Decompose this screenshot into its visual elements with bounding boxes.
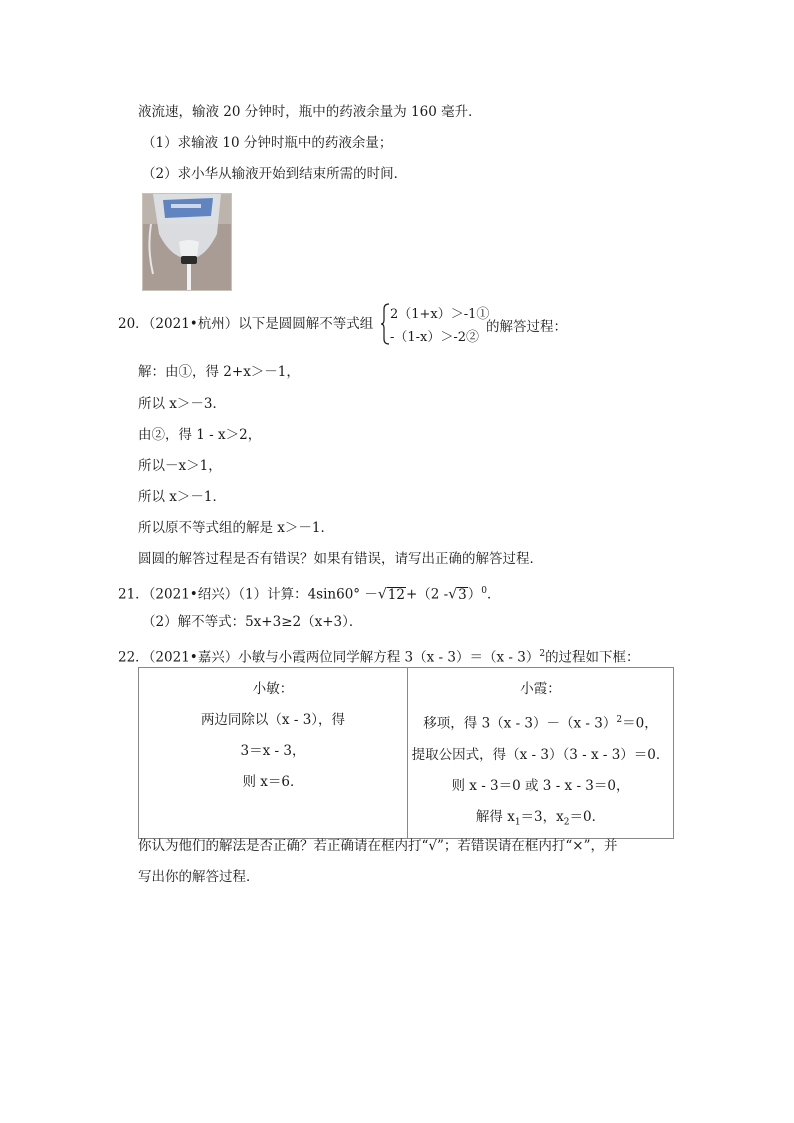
- q20-lead: 20．（2021•杭州）以下是圆圆解不等式组: [118, 316, 374, 332]
- q20-step: 所以 x＞－3．: [138, 396, 226, 412]
- q19-text-line: 液流速，输液 20 分钟时，瓶中的药液余量为 160 毫升．: [138, 104, 482, 120]
- q20-step: 所以原不等式组的解是 x＞－1．: [138, 520, 334, 536]
- iv-bottle-photo: [142, 193, 232, 291]
- xiaoxia-line-3: 则 x - 3＝0 或 3 - x - 3＝0，: [451, 777, 630, 794]
- q20-step: 所以－x＞1，: [138, 458, 222, 474]
- xiaomin-title: 小敏：: [252, 681, 294, 697]
- left-brace: [380, 303, 390, 345]
- exponent-two: 2: [539, 649, 546, 659]
- xiaoxia-line-4-a: 解得 x: [475, 808, 515, 825]
- xiaoxia-line-1-end: ＝0，: [622, 715, 658, 732]
- xiaoxia-line-4-c: ＝0．: [569, 808, 606, 825]
- xiaomin-line: 两边同除以（x - 3），得: [200, 712, 346, 728]
- q21-line-1: [118, 582, 500, 604]
- inequality-1: 2（1+x）＞-1①: [390, 307, 490, 322]
- q21-part-2: （2）解不等式：5x+3≥2（x+3）．: [142, 614, 363, 630]
- xiaoxia-line-1-text: 移项，得 3（x - 3）－（x - 3）: [423, 715, 617, 732]
- xiaomin-cell: [139, 668, 408, 839]
- subscript-2: 2: [563, 817, 570, 828]
- solution-comparison-table: [138, 667, 674, 839]
- xiaoxia-line-1: [408, 705, 673, 740]
- exponent-two: 2: [616, 715, 623, 725]
- q22-lead-line: [118, 645, 640, 667]
- q21-end: ．: [486, 586, 501, 603]
- xiaoxia-line-4-b: ＝3，x: [520, 808, 564, 825]
- q20-trail: 的解答过程：: [486, 319, 567, 335]
- sqrt-sign: √: [448, 586, 458, 603]
- q21-mid: +（2 -: [405, 586, 449, 603]
- xiaoxia-line-4: [408, 802, 673, 839]
- exponent-zero: 0: [481, 586, 487, 596]
- sqrt-sign: √: [377, 586, 387, 603]
- q20-step: 由②，得 1 - x＞2，: [138, 427, 262, 443]
- sqrt-12: 12: [387, 586, 405, 603]
- q20-step: 所以 x＞－1．: [138, 489, 226, 505]
- xiaomin-line: 3＝x - 3，: [240, 743, 306, 759]
- subscript-1: 1: [514, 817, 521, 828]
- inequality-2: -（1-x）＞-2②: [390, 330, 480, 345]
- sqrt-3: 3: [458, 586, 467, 603]
- q19-part-2: （2）求小华从输液开始到结束所需的时间．: [142, 166, 408, 182]
- q22-follow-line-1: 你认为他们的解法是否正确？若正确请在框内打“√”；若错误请在框内打“×”，并: [138, 838, 618, 854]
- iv-bottle-illustration: [143, 194, 231, 290]
- q22-trail: 的过程如下框：: [545, 649, 640, 666]
- q22-lead: 22．（2021•嘉兴）小敏与小霞两位同学解方程 3（x - 3）＝（x - 3）: [118, 649, 540, 666]
- q21-lead: 21．（2021•绍兴）（1）计算：4sin60° －: [118, 586, 378, 603]
- xiaoxia-cell: [408, 668, 674, 839]
- q20-question: 圆圆的解答过程是否有错误？如果有错误，请写出正确的解答过程．: [138, 551, 543, 567]
- xiaoxia-line-2: 提取公因式，得（x - 3）（3 - x - 3）＝0．: [411, 746, 670, 763]
- q21-close: ）: [467, 586, 482, 603]
- q22-follow-line-2: 写出你的解答过程．: [138, 869, 260, 885]
- q20-step: 解：由①，得 2+x＞－1，: [138, 364, 300, 380]
- xiaomin-line: 则 x＝6．: [242, 774, 304, 790]
- xiaoxia-title: 小霞：: [520, 681, 561, 697]
- q19-part-1: （1）求输液 10 分钟时瓶中的药液余量；: [142, 135, 393, 151]
